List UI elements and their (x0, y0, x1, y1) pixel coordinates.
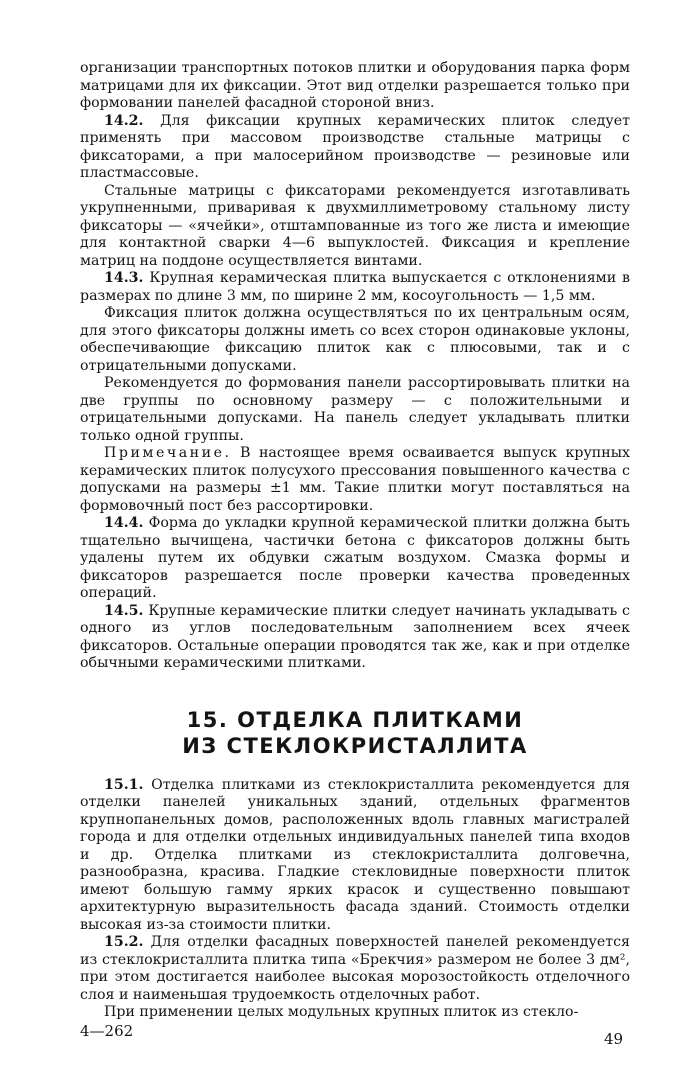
paragraph-text: Крупная керамическая плитка выпускается с отклонениями в размерах по длине 3 мм, по ширине 2 мм, косоугольность — 1,5 мм. (80, 270, 630, 304)
page-number: 49 (604, 1030, 624, 1048)
section-number: 15.2. (104, 934, 144, 950)
paragraph-text: Крупные керамические плитки следует начинать укладывать с одного из углов последовательным заполнением всех ячеек фиксаторов. Остальные операции проводятся так же, как и при отделке обычными керамическими плитками. (80, 602, 630, 671)
fixation-axes-paragraph: Фиксация плиток должна осуществляться по их центральным осям, для этого фиксаторы должны иметь со всех сторон одинаковые уклоны, обеспечивающие фиксацию плиток как с плюсовыми, так и с отрицательными допусками. (80, 305, 630, 374)
paragraph-text: Для фиксации крупных керамических плиток следует применять при массовом производстве стальные матрицы с фиксаторами, а при малосерийном производстве — резиновые или пластмассовые. (80, 112, 631, 181)
section-number: 14.2. (104, 112, 144, 129)
paragraph-text: Отделка плитками из стеклокристаллита рекомендуется для отделки панелей уникальных зданий, отдельных фрагментов крупнопанельных домов, расположенных вдоль главных магистралей города и для отделки отдельных индивидуальных панелей типа входов и др. Отделка плитками из стеклокристаллита долговечна, разнообразна, красива. Гладкие стекловидные поверхности плиток имеют большую гамму ярких красок и существенно повышают архитектурную выразительность фасада зданий. Стоимость отделки высокая из-за стоимости плитки. (80, 776, 630, 933)
paragraph-text: Форма до укладки крупной керамической плитки должна быть тщательно вычищена, частички бетона с фиксаторов должны быть удалены путем их обдувки сжатым воздухом. Смазка формы и фиксаторов разрешается после проверки качества проведенных операций. (80, 515, 630, 601)
note-label: Примечание. (104, 445, 232, 461)
section-heading (80, 707, 630, 759)
heading-line-2: ИЗ СТЕКЛОКРИСТАЛЛИТА (182, 733, 528, 758)
paragraph-14-2 (80, 113, 630, 183)
paragraph-14-5 (80, 603, 630, 673)
section-number: 14.4. (104, 515, 144, 531)
paragraph-15-2 (80, 934, 630, 1004)
section-number: 14.5. (104, 602, 144, 619)
paragraph-text: Для отделки фасадных поверхностей панелей рекомендуется из стеклокристаллита плитка типа «Брекчия» размером не более 3 дм², при этом достигается наиболее высокая морозостойкость отделочного слоя и наименьшая трудоемкость отделочных работ. (80, 934, 630, 1003)
paragraph-14-4 (80, 515, 630, 603)
section-number: 15.1. (104, 776, 144, 793)
last-paragraph: При применении целых модульных крупных плиток из стекло- (104, 1004, 579, 1020)
sorting-paragraph: Рекомендуется до формования панели рассортировывать плитки на две группы по основному размеру — с положительными и отрицательными допусками. На панель следует укладывать плитки только одной группы. (80, 375, 630, 444)
paragraph-14-3 (80, 270, 630, 305)
note-paragraph (80, 445, 630, 515)
steel-matrices-paragraph: Стальные матрицы с фиксаторами рекомендуется изготавливать укрупненными, приваривая к двухмиллиметровому стальному листу фиксаторы — «ячейки», отштампованные из того же листа и имеющие для контактной сварки 4—6 выпуклостей. Фиксация и крепление матриц на поддоне осуществляется винтами. (80, 182, 630, 269)
heading-line-1: 15. ОТДЕЛКА ПЛИТКАМИ (186, 707, 524, 732)
signature-mark: 4—262 (80, 1022, 134, 1040)
text-column (80, 60, 630, 1022)
paragraph-15-1 (80, 777, 630, 935)
note-text: В настоящее время осваивается выпуск крупных керамических плиток полусухого прессования повышенного качества с допусками на размеры ±1 мм. Такие плитки могут поставляться на формовочный пост без рассортировки. (80, 445, 630, 514)
intro-paragraph: организации транспортных потоков плитки и оборудования парка форм матрицами для их фиксации. Этот вид отделки разрешается только при формовании панелей фасадной стороной вниз. (80, 60, 630, 111)
section-number: 14.3. (104, 270, 144, 286)
